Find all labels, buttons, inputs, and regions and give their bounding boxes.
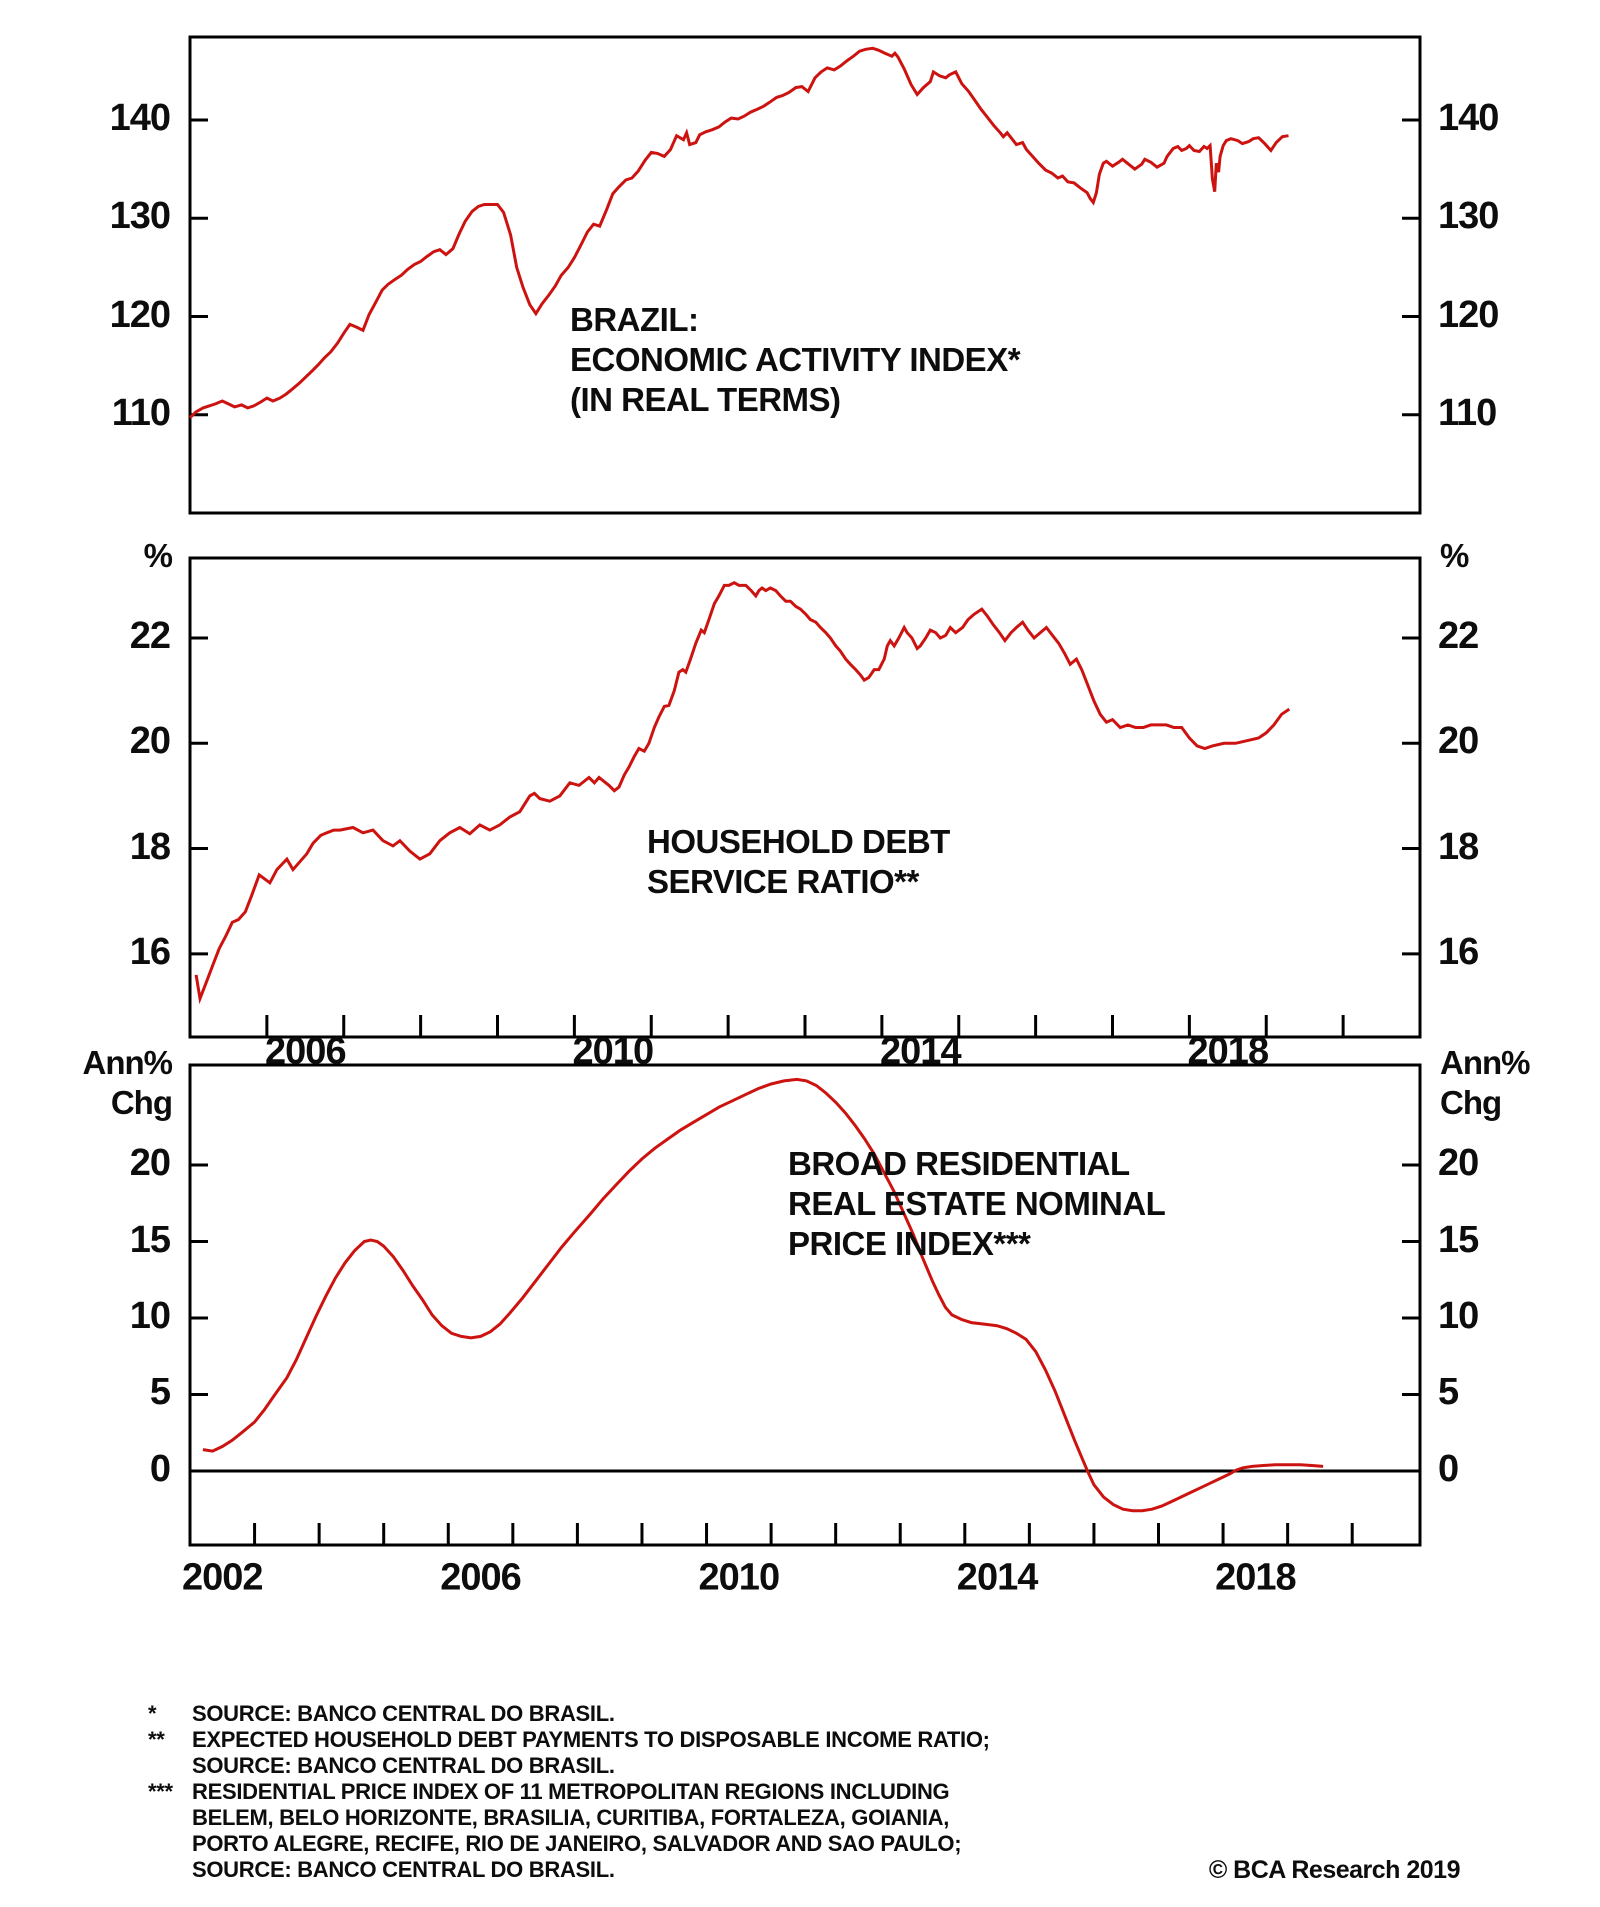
axis-unit-label-left: Ann% (82, 1044, 172, 1081)
y-tick-label-right: 22 (1438, 614, 1479, 657)
footnote-text: PORTO ALEGRE, RECIFE, RIO DE JANEIRO, SALVADOR AND SAO PAULO; (192, 1831, 962, 1856)
title-line: PRICE INDEX*** (788, 1225, 1031, 1262)
footnote-line (148, 1701, 615, 1727)
y-tick-label-left: 20 (129, 720, 170, 763)
axis-unit-label-right: % (1440, 537, 1469, 574)
x-year-label: 2014 (880, 1030, 961, 1073)
title-line: (IN REAL TERMS) (570, 381, 841, 418)
y-tick-label-right: 20 (1438, 720, 1479, 763)
panel-border-residential-price-index (190, 1065, 1420, 1545)
y-tick-label-right: 110 (1438, 391, 1497, 434)
data-line-household-debt-service-ratio (196, 583, 1289, 999)
panel-title-economic-activity (570, 300, 1020, 420)
axis-unit-label-right: Ann% (1440, 1044, 1530, 1081)
y-tick-label-right: 140 (1438, 96, 1499, 139)
x-year-label: 2014 (956, 1556, 1038, 1599)
footnote-text: SOURCE: BANCO CENTRAL DO BRASIL. (192, 1753, 615, 1778)
y-tick-label-left: 15 (129, 1218, 170, 1261)
y-tick-label-left: 120 (109, 293, 170, 336)
y-tick-label-left: 22 (129, 614, 170, 657)
y-tick-label-left: 5 (149, 1371, 170, 1414)
y-tick-label-left: 0 (149, 1447, 170, 1490)
y-tick-label-right: 20 (1438, 1141, 1479, 1184)
x-year-label: 2002 (182, 1556, 263, 1599)
x-year-label: 2006 (440, 1556, 521, 1599)
footnote-marker: * (148, 1701, 157, 1726)
y-tick-label-right: 120 (1438, 293, 1499, 336)
title-line: SERVICE RATIO** (647, 863, 919, 900)
x-year-label: 2010 (698, 1556, 780, 1599)
footnote-line (148, 1753, 615, 1779)
title-line: BROAD RESIDENTIAL (788, 1145, 1130, 1182)
y-tick-label-left: 18 (129, 825, 170, 868)
y-tick-label-left: 20 (129, 1141, 170, 1184)
footnote-line (148, 1857, 615, 1883)
x-year-label: 2018 (1187, 1030, 1269, 1073)
y-tick-label-right: 16 (1438, 930, 1479, 973)
y-tick-label-right: 5 (1438, 1371, 1459, 1414)
y-tick-label-left: 10 (129, 1294, 170, 1337)
y-tick-label-left: 110 (111, 391, 170, 434)
panel-border-economic-activity (190, 37, 1420, 513)
footnote-text: BELEM, BELO HORIZONTE, BRASILIA, CURITIBA, FORTALEZA, GOIANIA, (192, 1805, 950, 1830)
title-line: ECONOMIC ACTIVITY INDEX* (570, 341, 1021, 378)
footnote-line (148, 1727, 990, 1753)
title-line: BRAZIL: (570, 301, 699, 338)
axis-unit-label-left: Chg (110, 1084, 172, 1121)
footnote-marker: ** (148, 1727, 165, 1752)
footnote-text: SOURCE: BANCO CENTRAL DO BRASIL. (192, 1857, 615, 1882)
y-tick-label-right: 10 (1438, 1294, 1479, 1337)
axis-unit-label-right: Chg (1440, 1084, 1502, 1121)
x-year-label: 2010 (572, 1030, 654, 1073)
y-tick-label-right: 18 (1438, 825, 1479, 868)
y-tick-label-left: 130 (109, 195, 170, 238)
y-tick-label-left: 140 (109, 96, 170, 139)
footnote-line (148, 1805, 949, 1831)
footnote-text: SOURCE: BANCO CENTRAL DO BRASIL. (192, 1701, 615, 1726)
panel-title-residential-price-index (788, 1144, 1165, 1264)
copyright-notice: © BCA Research 2019 (1208, 1856, 1460, 1884)
footnote-text: RESIDENTIAL PRICE INDEX OF 11 METROPOLITAN REGIONS INCLUDING (192, 1779, 950, 1804)
footnote-line (148, 1831, 961, 1857)
y-tick-label-right: 130 (1438, 195, 1499, 238)
x-year-label: 2018 (1215, 1556, 1296, 1599)
title-line: REAL ESTATE NOMINAL (788, 1185, 1166, 1222)
y-tick-label-right: 15 (1438, 1218, 1479, 1261)
footnote-text: EXPECTED HOUSEHOLD DEBT PAYMENTS TO DISPOSABLE INCOME RATIO; (192, 1727, 990, 1752)
x-year-label: 2006 (265, 1030, 346, 1073)
y-tick-label-left: 16 (129, 930, 170, 973)
panel-title-debt-service-ratio (647, 822, 950, 902)
footnote-line (148, 1779, 949, 1805)
footnote-marker: *** (148, 1779, 173, 1804)
y-tick-label-right: 0 (1438, 1447, 1459, 1490)
axis-unit-label-left: % (143, 537, 172, 574)
title-line: HOUSEHOLD DEBT (647, 823, 950, 860)
panel-border-household-debt-service-ratio (190, 558, 1420, 1037)
